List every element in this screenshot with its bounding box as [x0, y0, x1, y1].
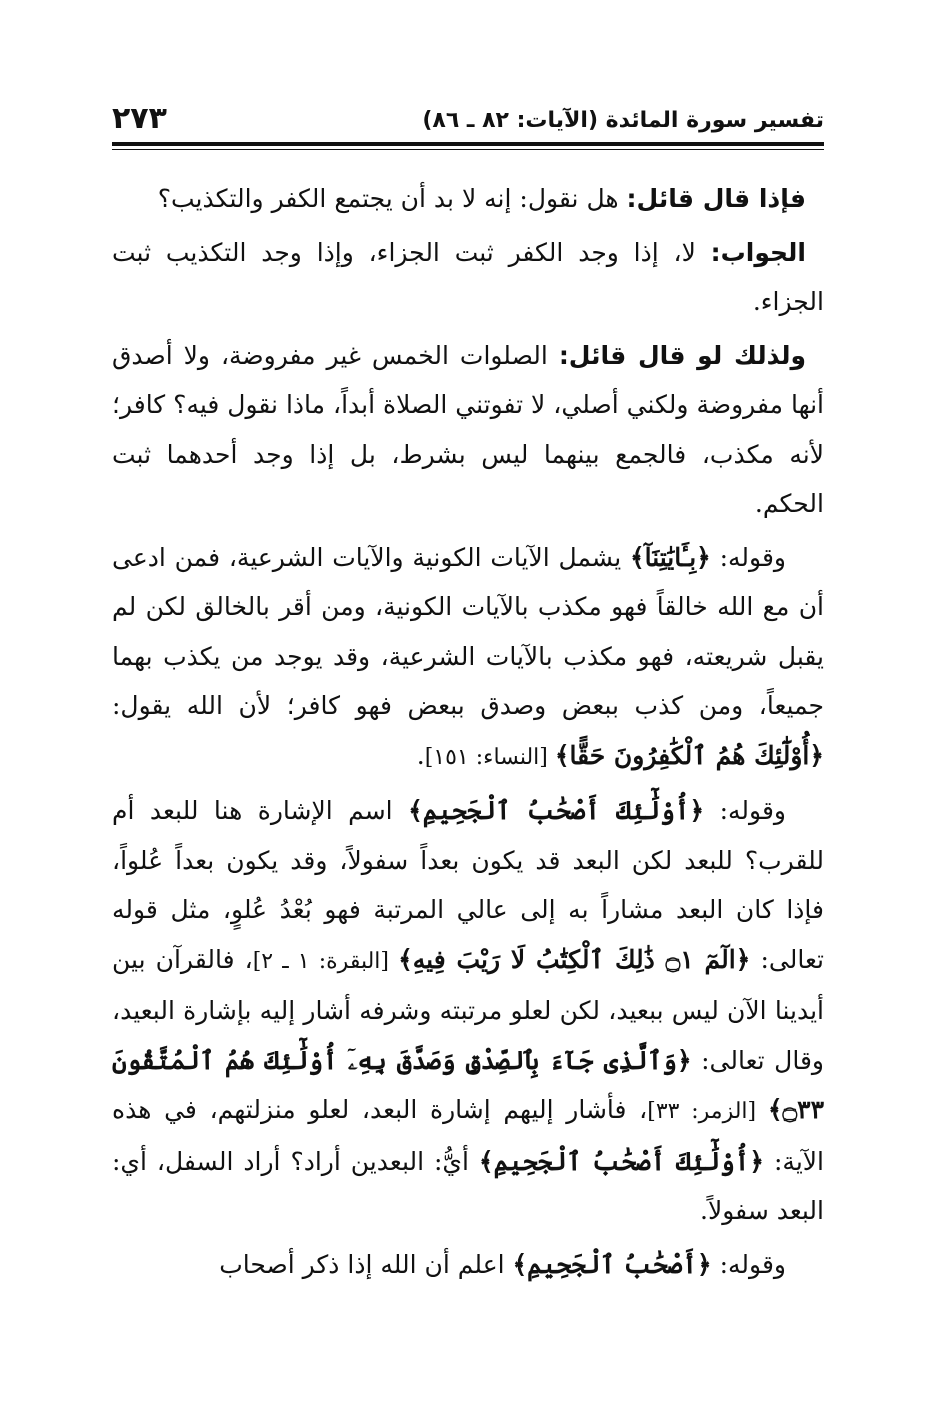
- page-number: ٢٧٣: [112, 101, 167, 136]
- paragraph-text: وقوله:: [711, 1249, 786, 1279]
- header-rule-thin: [112, 149, 824, 150]
- quran-verse: ﴿أُوْلَٰٓئِكَ أَصْحَٰبُ ٱلْجَحِيمِ﴾: [478, 1146, 765, 1176]
- quran-verse: ﴿بِـَٔايَٰتِنَآ﴾: [629, 542, 711, 572]
- verse-reference: [الزمر: ٣٣]: [647, 1099, 768, 1124]
- verse-reference: [البقرة: ١ ـ ٢]: [252, 948, 399, 974]
- paragraph-text: وقوله:: [704, 796, 786, 825]
- paragraph-text: أيُّ: البعدين أراد؟ أراد السفل، أي: البعد سفولاً.: [112, 1146, 824, 1225]
- paragraph-lead: ولذلك لو قال قائل:: [558, 340, 806, 370]
- running-title: تفسير سورة المائدة (الآيات: ٨٢ ـ ٨٦): [422, 108, 824, 133]
- paragraph-text: ، فالقرآن بين أيدينا الآن ليس ببعيد، لكن لعلو مرتبته وشرفه أشار إليه بإشارة البعيد، وقال تعالى:: [112, 944, 824, 1075]
- page-body: [112, 174, 824, 1289]
- paragraph-text: الصلوات الخمس غير مفروضة، ولا أصدق أنها مفروضة ولكني أصلي، لا تفوتني الصلاة أبداً، ماذا نقول فيه؟ كافر؛ لأنه مكذب، فالجمع بينهما ليس بشرط، بل إذا وجد أحدهما ثبت الحكم.: [112, 340, 824, 518]
- paragraph-text: لا، إذا وجد الكفر ثبت الجزاء، وإذا وجد التكذيب ثبت الجزاء.: [112, 237, 824, 316]
- book-page: [112, 92, 824, 1293]
- quran-verse: ﴿أُوْلَٰٓئِكَ هُمُ ٱلْكَٰفِرُونَ حَقًّا﴾: [554, 740, 824, 770]
- paragraph-example: [112, 331, 824, 529]
- quran-verse: ﴿الٓمٓ ۝١ ذَٰلِكَ ٱلْكِتَٰبُ لَا رَيْبَ فِيهِ﴾: [398, 944, 751, 974]
- paragraph-text: يشمل الآيات الكونية والآيات الشرعية، فمن ادعى أن مع الله خالقاً فهو مكذب بالآيات الكونية، ومن أقر بالخالق لكن لم يقبل شريعته، فهو مكذب بالآيات الشرعية، وقد يوجد من يكذب بهما جميعاً، ومن كذب ببعض وصدق ببعض فهو كافر؛ لأن الله يقول:: [112, 542, 824, 720]
- paragraph-text: ، فأشار إليهم إشارة البعد، لعلو منزلتهم، في هذه الآية:: [112, 1095, 824, 1176]
- paragraph-lead: الجواب:: [710, 237, 806, 267]
- paragraph-question: [112, 174, 824, 224]
- paragraph-lead: فإذا قال قائل:: [626, 184, 806, 213]
- quran-verse: ﴿أُوْلَٰٓئِكَ أَصْحَٰبُ ٱلْجَحِيمِ﴾: [408, 796, 705, 825]
- quran-verse: ﴿وَٱلَّذِى جَآءَ بِٱلصِّدْقِ وَصَدَّقَ بِهِۦٓ أُوْلَٰٓئِكَ هُمُ ٱلْمُتَّقُونَ ۝٣٣﴾: [112, 1045, 825, 1124]
- paragraph-ishara: [112, 786, 824, 1236]
- paragraph-answer: [112, 228, 824, 327]
- paragraph-ashab: [112, 1240, 824, 1290]
- header-rule-thick: [112, 142, 824, 146]
- paragraph-text: .: [416, 740, 425, 770]
- paragraph-text: هل نقول: إنه لا بد أن يجتمع الكفر والتكذيب؟: [157, 184, 627, 213]
- paragraph-text: وقوله:: [710, 542, 786, 572]
- paragraph-ayat: [112, 533, 824, 783]
- paragraph-text: اعلم أن الله إذا ذكر أصحاب: [219, 1249, 513, 1279]
- paragraph-text: اسم الإشارة هنا للبعد أم للقرب؟ للبعد لكن البعد قد يكون بعداً سفولاً، وقد يكون بعداً عُلواً، فإذا كان البعد مشاراً به إلى عالي المرتبة فهو بُعْدُ عُلوٍ، مثل قوله تعالى:: [112, 796, 824, 974]
- quran-verse: ﴿أَصْحَٰبُ ٱلْجَحِيمِ﴾: [512, 1249, 712, 1279]
- page-header: [112, 92, 824, 136]
- verse-reference: [النساء: ١٥١]: [424, 744, 555, 770]
